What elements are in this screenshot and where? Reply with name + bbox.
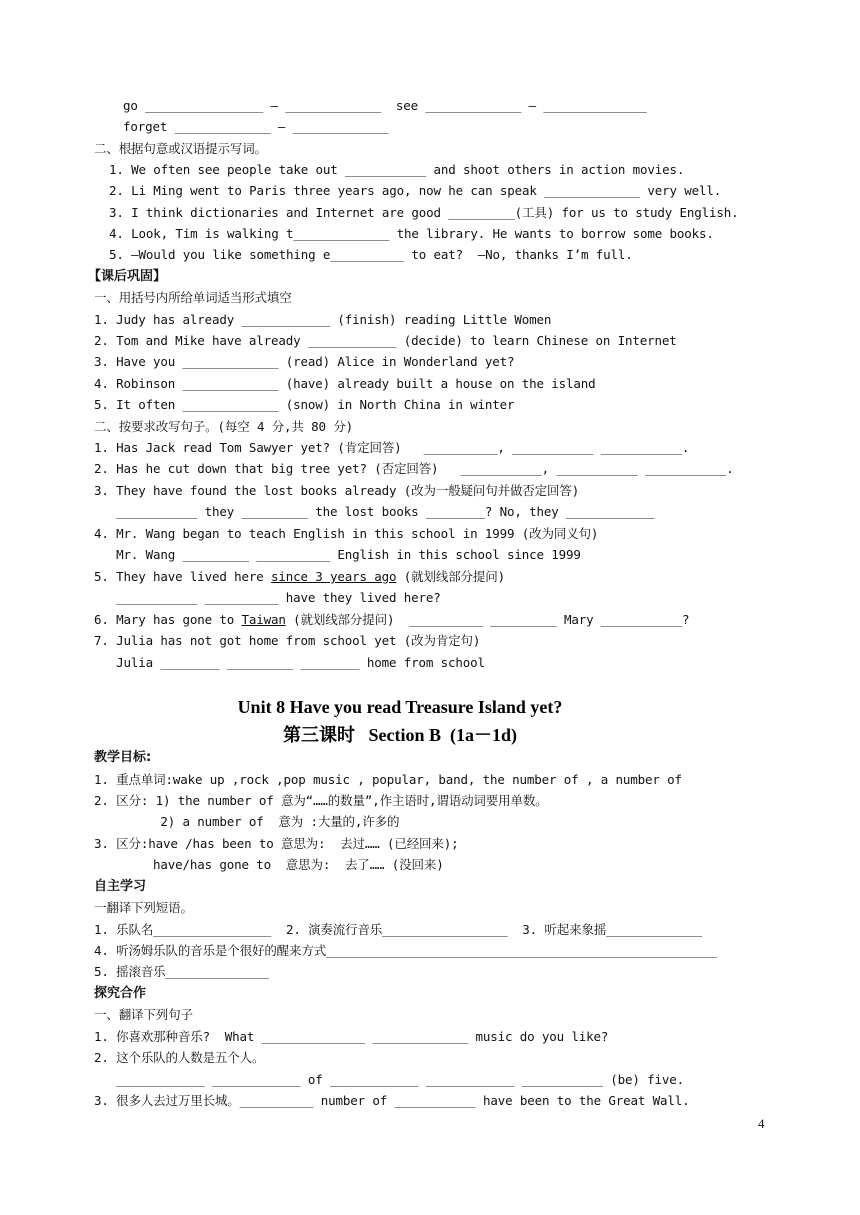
- exercise-item: 4. Robinson _____________ (have) already built a house on the island: [94, 376, 596, 391]
- section-heading: 一翻译下列短语。: [94, 900, 193, 915]
- section-heading: 教学目标:: [94, 750, 152, 765]
- section-heading: 二、按要求改写句子。(每空 4 分,共 80 分): [94, 419, 354, 434]
- exercise-item: 2. Tom and Mike have already ____________ (decide) to learn Chinese on Internet: [94, 333, 677, 348]
- exercise-item: Julia ________ _________ ________ home from school: [94, 655, 485, 670]
- objective-item: 1. 重点单词:wake up ,rock ,pop music , popular, band, the number of , a number of: [94, 772, 682, 787]
- exercise-item: 7. Julia has not got home from school yet (改为肯定句): [94, 633, 481, 648]
- item-text: 6. Mary has gone to: [94, 612, 242, 627]
- exercise-item: 3. 很多人去过万里长城。__________ number of ___________ have been to the Great Wall.: [94, 1093, 690, 1108]
- lesson-subtitle: 第三课时 Section B (1a－1d): [283, 725, 517, 745]
- page-number: 4: [758, 1116, 765, 1131]
- exercise-item: 1. Judy has already ____________ (finish) reading Little Women: [94, 312, 552, 327]
- exercise-item: 4. 听汤姆乐队的音乐是个很好的醒来方式_____________________________________________________: [94, 943, 717, 958]
- exercise-item: [94, 569, 505, 585]
- section-heading: 二、根据句意或汉语提示写词。: [94, 141, 267, 156]
- exercise-item: 1. Has Jack read Tom Sawyer yet? (肯定回答) __________, ___________ ___________.: [94, 440, 690, 455]
- exercise-item: 2. Has he cut down that big tree yet? (否定回答) ___________, ___________ ___________.: [94, 461, 734, 476]
- exercise-item: 1. We often see people take out ___________ and shoot others in action movies.: [109, 162, 685, 177]
- exercise-item: 4. Look, Tim is walking t_____________ the library. He wants to borrow some books.: [109, 226, 714, 241]
- exercise-item: ____________ ____________ of ____________ ____________ ___________ (be) five.: [94, 1072, 685, 1087]
- underlined-phrase: since 3 years ago: [271, 569, 397, 584]
- exercise-item: 1. 你喜欢那种音乐? What ______________ _____________ music do you like?: [94, 1029, 609, 1044]
- objective-item: 2) a number of 意为 :大量的,许多的: [94, 814, 400, 829]
- exercise-item: 3. They have found the lost books already (改为一般疑问句并做否定回答): [94, 483, 580, 498]
- text-line: go ________________ — _____________ see _____________ — ______________: [123, 98, 647, 113]
- exercise-item: 5. 摇滚音乐______________: [94, 964, 269, 979]
- exercise-item: ___________ __________ have they lived here?: [94, 590, 441, 605]
- section-heading: 自主学习: [94, 879, 147, 894]
- exercise-item: 5. It often _____________ (snow) in North China in winter: [94, 397, 515, 412]
- exercise-item: 3. I think dictionaries and Internet are good _________(工具) for us to study English.: [109, 205, 739, 220]
- section-heading: 【课后巩固】: [88, 269, 167, 284]
- section-heading: 一、翻译下列句子: [94, 1007, 193, 1022]
- objective-item: have/has gone to 意思为: 去了…… (没回来): [94, 857, 444, 872]
- exercise-item: 2. Li Ming went to Paris three years ago, now he can speak _____________ very well.: [109, 183, 722, 198]
- exercise-item: [94, 612, 689, 628]
- exercise-item: 3. Have you _____________ (read) Alice in Wonderland yet?: [94, 354, 515, 369]
- objective-item: 2. 区分: 1) the number of 意为“……的数量”,作主语时,谓语动词要用单数。: [94, 793, 548, 808]
- item-text: (就划线部分提问) __________ _________ Mary ___________?: [285, 612, 690, 627]
- section-heading: 一、用括号内所给单词适当形式填空: [94, 290, 292, 305]
- exercise-item: ___________ they _________ the lost books ________? No, they ____________: [94, 504, 655, 519]
- exercise-item: 1. 乐队名________________ 2. 演奏流行音乐_________________ 3. 听起来象摇_____________: [94, 922, 703, 937]
- unit-title: Unit 8 Have you read Treasure Island yet?: [237, 697, 563, 717]
- text-line: forget _____________ — _____________: [123, 119, 389, 134]
- section-heading: 探究合作: [94, 986, 147, 1001]
- exercise-item: Mr. Wang _________ __________ English in this school since 1999: [94, 547, 581, 562]
- objective-item: 3. 区分:have /has been to 意思为: 去过…… (已经回来);: [94, 836, 459, 851]
- exercise-item: 2. 这个乐队的人数是五个人。: [94, 1050, 265, 1065]
- underlined-phrase: Taiwan: [241, 612, 286, 627]
- item-text: 5. They have lived here: [94, 569, 272, 584]
- exercise-item: 5. —Would you like something e__________ to eat? —No, thanks I’m full.: [109, 247, 633, 262]
- item-text: (就划线部分提问): [396, 569, 505, 584]
- exercise-item: 4. Mr. Wang began to teach English in this school in 1999 (改为同义句): [94, 526, 599, 541]
